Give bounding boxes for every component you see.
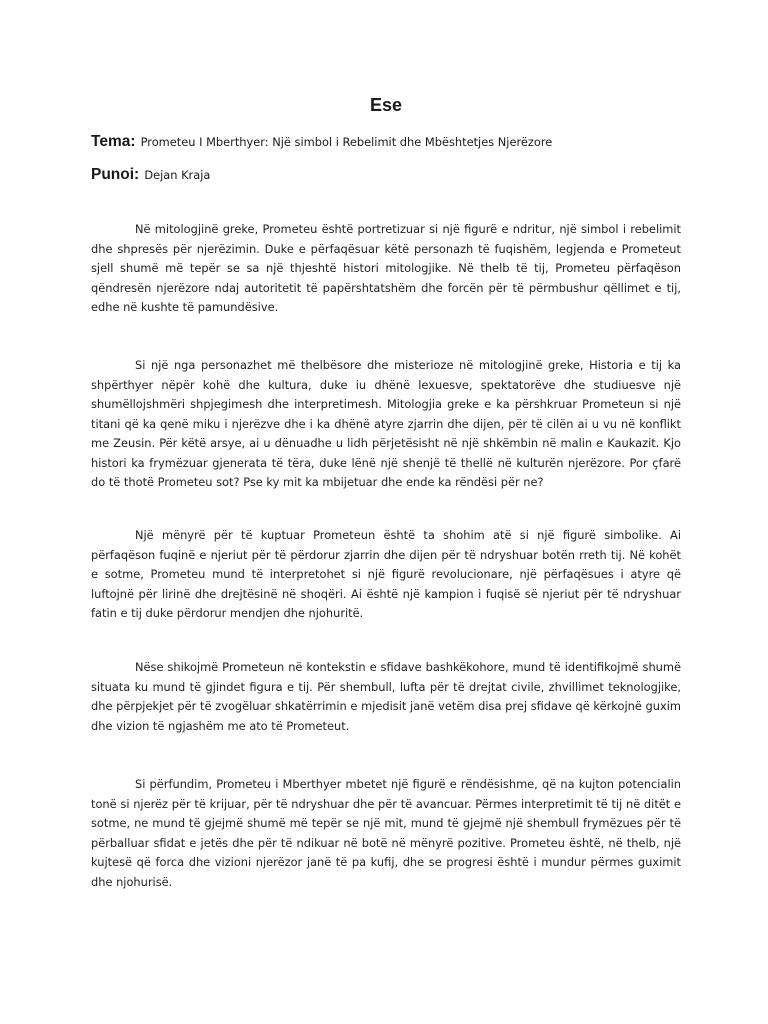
- body-paragraph: Si një nga personazhet më thelbësore dhe misterioze në mitologjinë greke, Historia e tij ka shpërthyer nëpër kohë dhe kultura, duke iu dhënë lexuesve, spektatorëve dhe studiuesve një shumëllojshmëri shpjegimesh dhe interpretimesh. Mitologjia greke e ka përshkruar Prometeun si një titani që ka qenë miku i njerëzve dhe i ka dhënë atyre zjarrin dhe dijen, për të cilën ai u vu në konflikt me Zeusin. Për këtë arsye, ai u dënuadhe u lidh përjetësisht në një shkëmbin në malin e Kaukazit. Kjo histori ka frymëzuar gjenerata të tëra, duke lënë një shenjë të thellë në kulturën njerëzore. Por çfarë do të thotë Prometeu sot? Pse ky mit ka mbijetuar dhe ende ka rëndësi për ne?: [91, 358, 681, 489]
- topic-line: [91, 131, 681, 151]
- document-title: Ese: [369, 95, 403, 115]
- body-paragraph: Nëse shikojmë Prometeun në kontekstin e sfidave bashkëkohore, mund të identifikojmë shumë situata ku mund të gjindet figura e tij. Për shembull, lufta për të drejtat civile, zhvillimet teknologjike, dhe përpjekjet për të zvogëluar shkatërrimin e mjedisit janë vetëm disa prej sfidave që kërkojnë guxim dhe vizion të ngjashëm me ato të Prometeut.: [91, 660, 681, 733]
- topic-value: Prometeu I Mberthyer: Një simbol i Rebelimit dhe Mbështetjes Njerëzore: [140, 135, 553, 149]
- author-value: Dejan Kraja: [144, 168, 211, 182]
- author-label: Punoi:: [91, 166, 140, 183]
- body-paragraph: Në mitologjinë greke, Prometeu është portretizuar si një figurë e ndritur, një simbol i rebelimit dhe shpresës për njerëzimin. Duke e përfaqësuar këtë personazh të fuqishëm, legjenda e Prometeut sjell shumë më tepër se sa një thjeshtë histori mitologjike. Në thelb të tij, Prometeu përfaqëson qëndresën njerëzore ndaj autoritetit të papërshtatshëm dhe forcën për të përmbushur qëllimet e tij, edhe në kushte të pamundësive.: [91, 222, 681, 314]
- author-line: [91, 164, 681, 184]
- body-paragraph: Një mënyrë për të kuptuar Prometeun është ta shohim atë si një figurë simbolike. Ai përfaqëson fuqinë e njeriut për të përdorur zjarrin dhe dijen për të ndryshuar botën rreth tij. Në kohët e sotme, Prometeu mund të interpretohet si një figurë revolucionare, një përfaqësues i atyre që luftojnë për lirinë dhe drejtësinë në shoqëri. Ai është një kampion i fuqisë së njeriut për të ndryshuar fatin e tij duke përdorur mendjen dhe njohuritë.: [91, 528, 681, 620]
- topic-label: Tema:: [91, 133, 136, 150]
- body-paragraph: Si përfundim, Prometeu i Mberthyer mbetet një figurë e rëndësishme, që na kujton potencialin tonë si njerëz për të krijuar, për të ndryshuar dhe për të avancuar. Përmes interpretimit të tij në ditët e sotme, ne mund të gjejmë shumë më tepër se një mit, mund të gjejmë një shembull frymëzues për të përballuar sfidat e jetës dhe për të ndikuar në botë në mënyrë pozitive. Prometeu është, në thelb, një kujtesë që forca dhe vizioni njerëzor janë të pa kufij, dhe se progresi është i mundur përmes guximit dhe njohurisë.: [91, 777, 681, 889]
